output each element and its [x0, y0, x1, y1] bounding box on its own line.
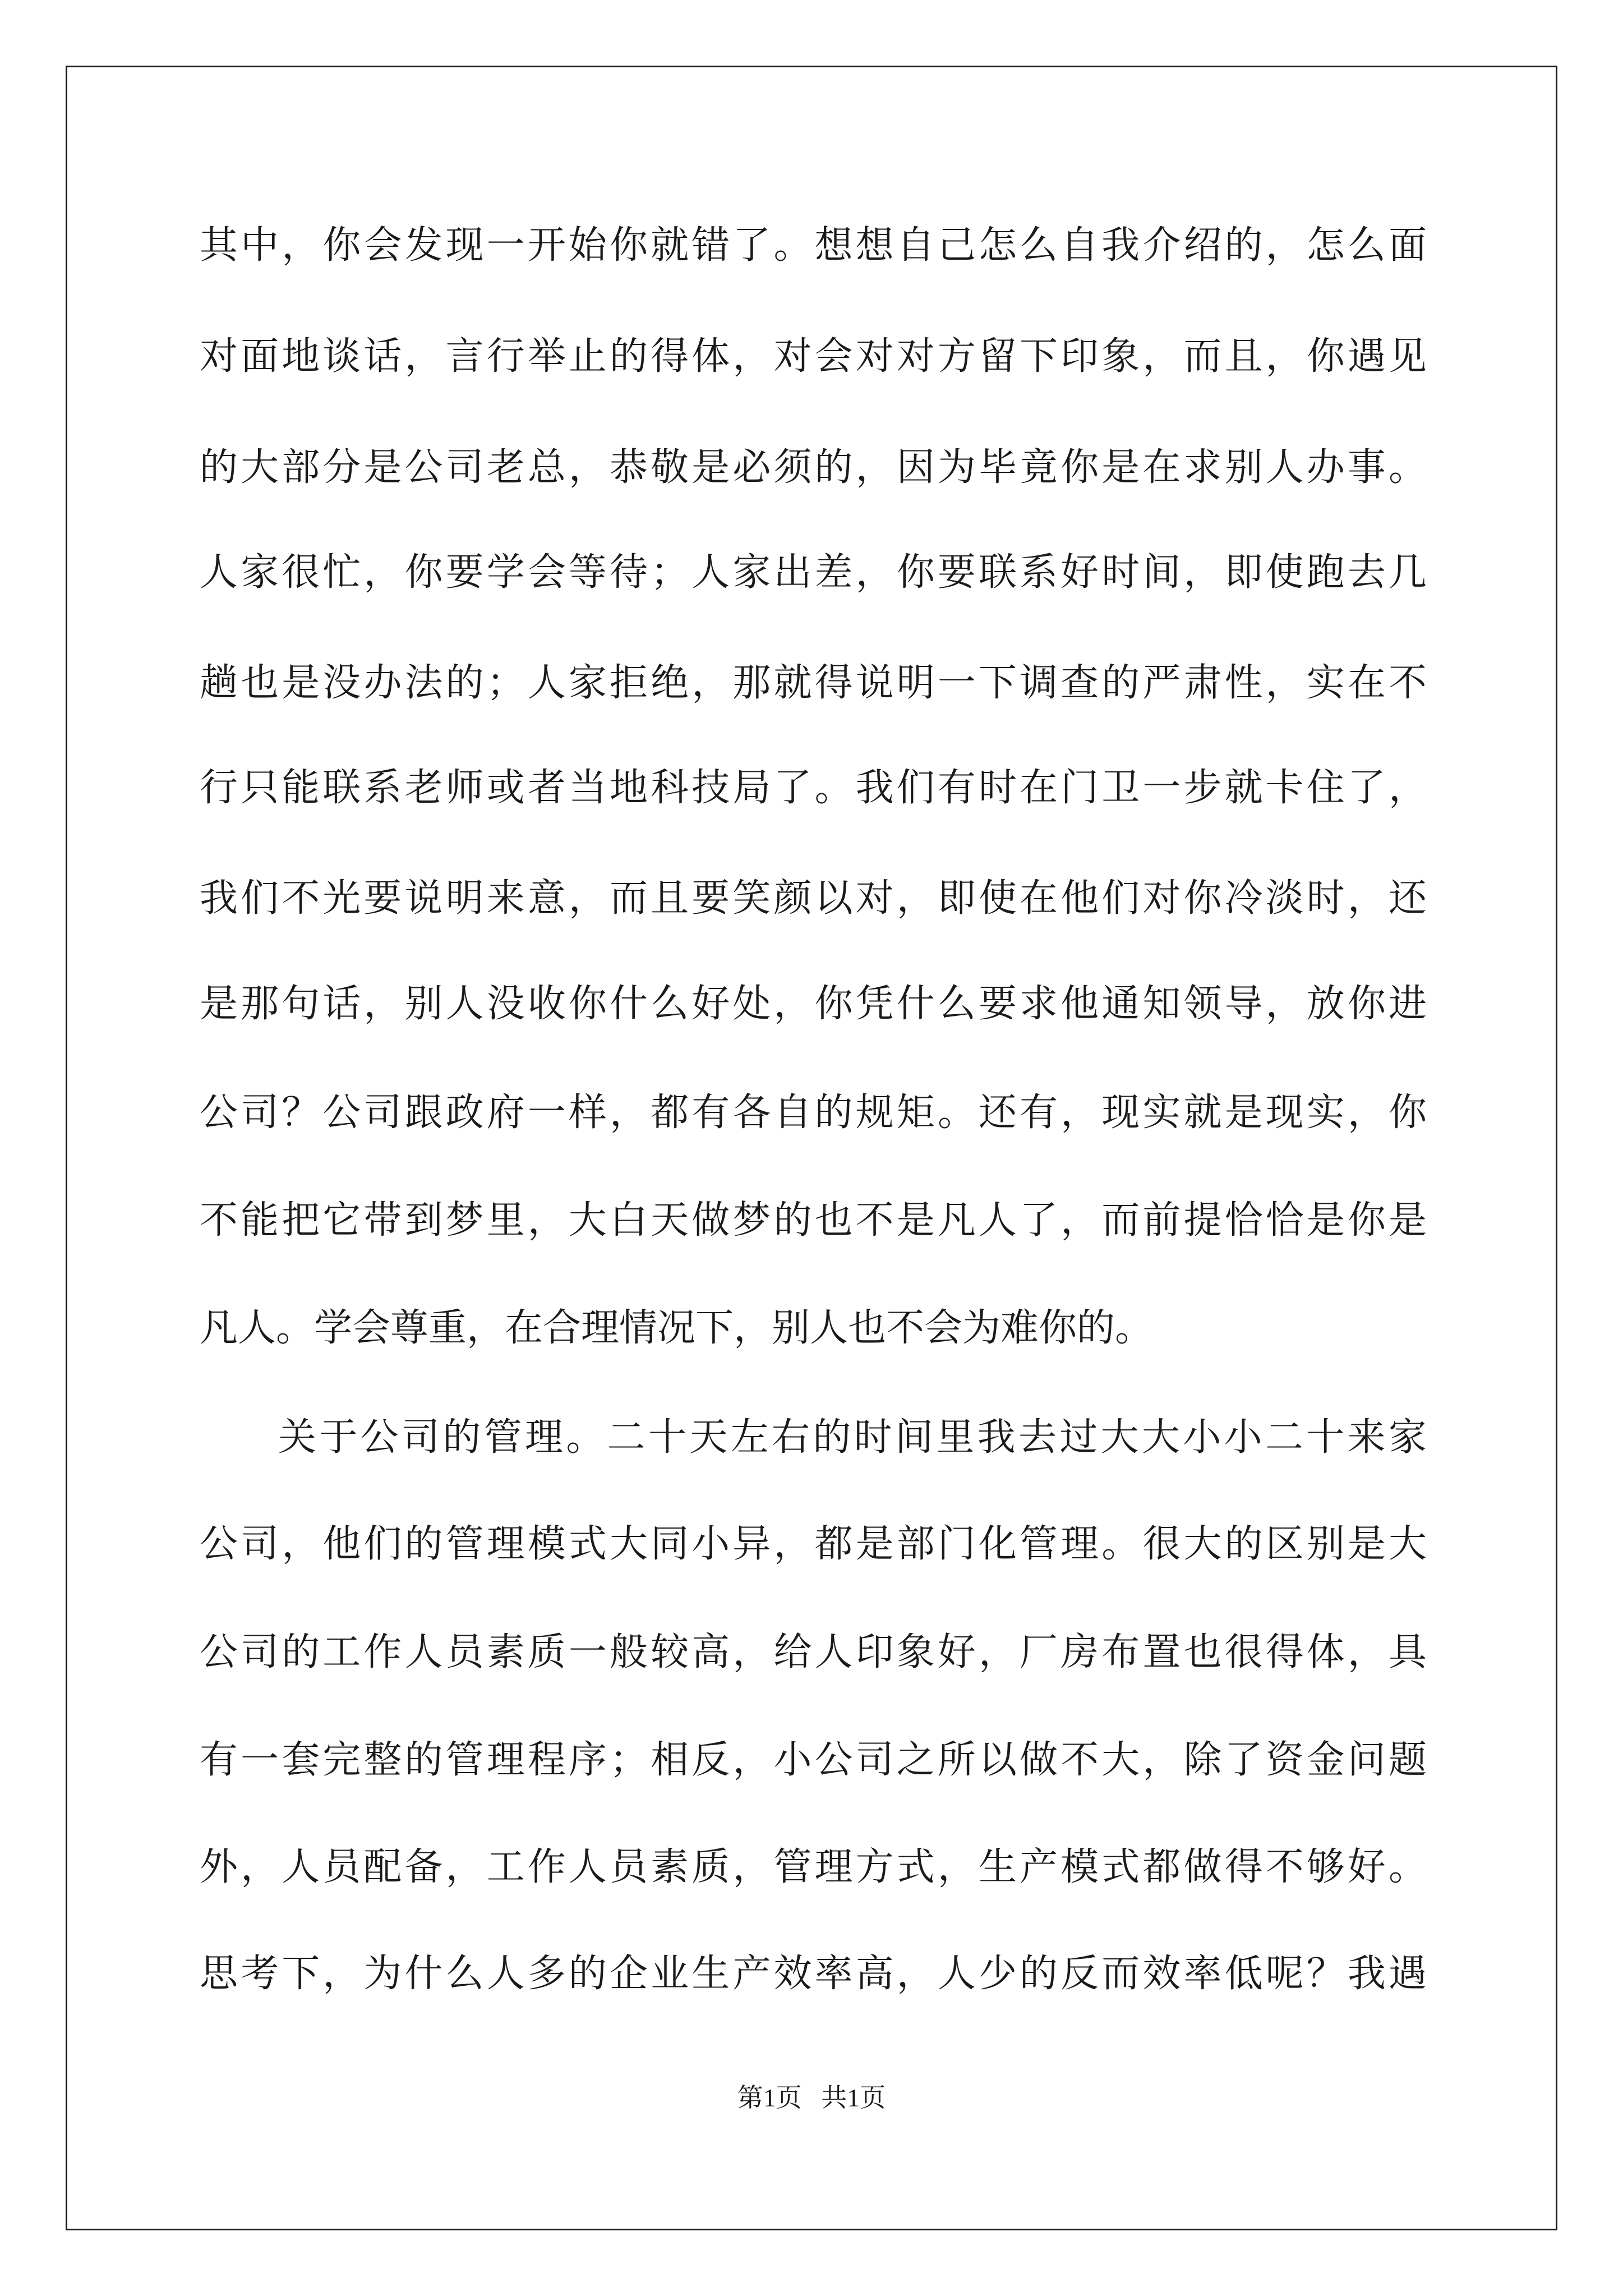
body-line: 人家很忙，你要学会等待；人家出差，你要联系好时间，即使跑去几 [200, 550, 1427, 595]
body-line: 凡人。学会尊重，在合理情况下，别人也不会为难你的。 [200, 1306, 1154, 1350]
body-line: 不能把它带到梦里，大白天做梦的也不是凡人了，而前提恰恰是你是 [200, 1198, 1427, 1243]
body-line: 公司的工作人员素质一般较高，给人印象好，厂房布置也很得体，具 [200, 1630, 1427, 1674]
body-line: 趟也是没办法的；人家拒绝，那就得说明一下调查的严肃性，实在不 [200, 661, 1427, 705]
body-line: 对面地谈话，言行举止的得体，对会对对方留下印象，而且，你遇见 [200, 334, 1427, 379]
body-line: 公司，他们的管理模式大同小异，都是部门化管理。很大的区别是大 [200, 1522, 1427, 1566]
body-line: 的大部分是公司老总，恭敬是必须的，因为毕竟你是在求别人办事。 [200, 445, 1427, 490]
paragraph-first-line: 关于公司的管理。二十天左右的时间里我去过大大小小二十来家 [278, 1415, 1427, 1460]
body-line: 我们不光要说明来意，而且要笑颜以对，即使在他们对你冷淡时，还 [200, 876, 1427, 921]
page-border [66, 66, 1557, 2230]
body-line: 思考下，为什么人多的企业生产效率高，人少的反而效率低呢？我遇 [200, 1952, 1427, 1996]
body-line: 有一套完整的管理程序；相反，小公司之所以做不大，除了资金问题 [200, 1738, 1427, 1782]
body-line: 外，人员配备，工作人员素质，管理方式，生产模式都做得不够好。 [200, 1845, 1427, 1889]
body-line: 行只能联系老师或者当地科技局了。我们有时在门卫一步就卡住了， [200, 766, 1427, 810]
body-line: 是那句话，别人没收你什么好处，你凭什么要求他通知领导，放你进 [200, 982, 1427, 1026]
page-number-footer: 第1页 共1页 [737, 2083, 886, 2112]
body-line: 其中，你会发现一开始你就错了。想想自己怎么自我介绍的，怎么面 [200, 223, 1427, 268]
body-line: 公司？公司跟政府一样，都有各自的规矩。还有，现实就是现实，你 [200, 1091, 1427, 1135]
